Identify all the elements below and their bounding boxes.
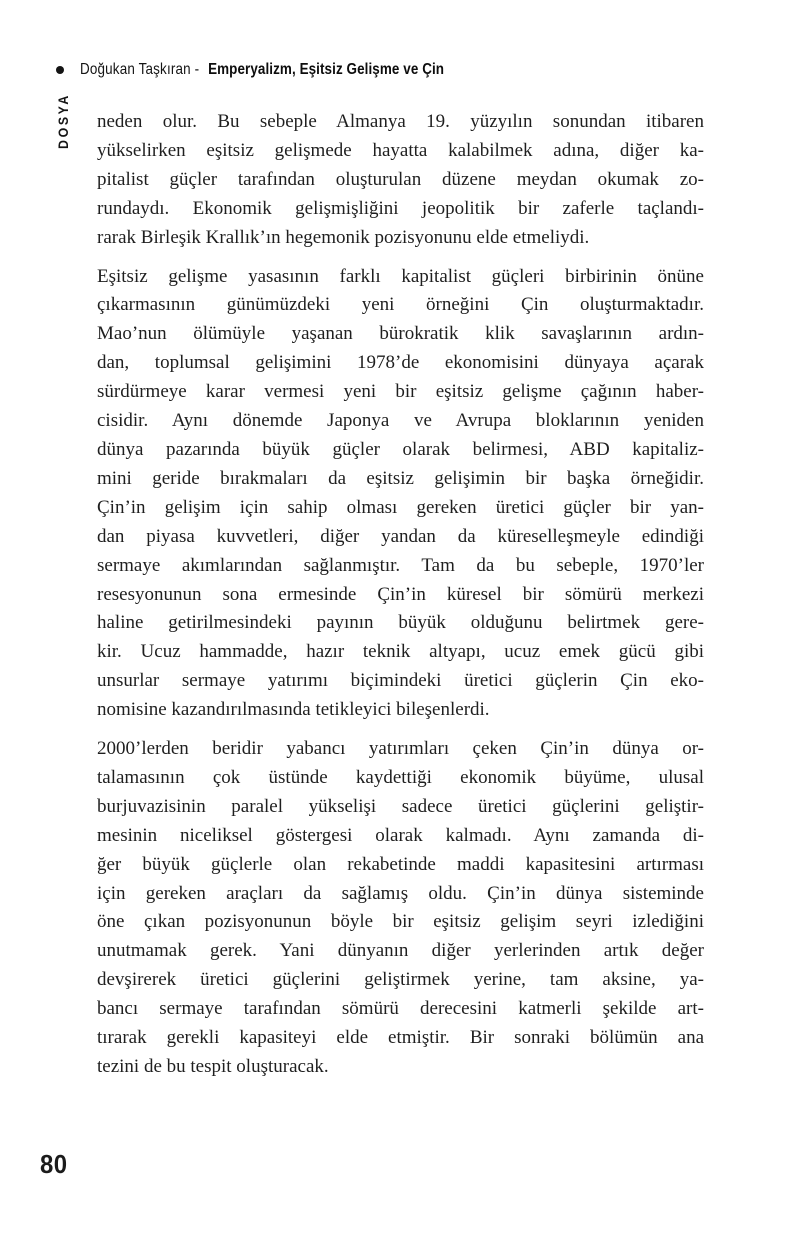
page-number: 80 (40, 1149, 68, 1179)
paragraph (97, 735, 704, 1082)
text-line: için gereken araçları da sağlamış oldu. Çin’in dünya sisteminde (97, 882, 704, 904)
header-author: Doğukan Taşkıran - (80, 61, 200, 78)
text-line: Eşitsiz gelişme yasasının farklı kapitalist güçleri birbirinin önüne (97, 265, 704, 287)
text-line: çıkarmasının günümüzdeki yeni örneğini Çin oluşturmaktadır. (97, 294, 704, 316)
text-line: öne çıkan pozisyonunun böyle bir eşitsiz gelişim seyri izlediğini (97, 911, 704, 933)
text-line: tezini de bu tespit oluşturacak. (97, 1056, 329, 1077)
text-line: cisidir. Aynı dönemde Japonya ve Avrupa bloklarının yeniden (97, 410, 704, 432)
text-line: sürdürmeye karar vermesi yeni bir eşitsiz gelişme çağının haber- (97, 381, 704, 403)
text-line: bancı sermaye tarafından sömürü derecesini katmerli şekilde art- (97, 998, 704, 1020)
text-line: talamasının çok üstünde kaydettiği ekonomik büyüme, ulusal (97, 766, 704, 788)
text-line: Mao’nun ölümüyle yaşanan bürokratik klik savaşlarının ardın- (97, 323, 704, 345)
text-line: nomisine kazandırılmasında tetikleyici bileşenlerdi. (97, 699, 490, 721)
text-line: dünya pazarında büyük güçler olarak belirmesi, ABD kapitaliz- (97, 438, 704, 460)
paragraph (97, 263, 704, 726)
text-line: unsurlar sermaye yatırımı biçimindeki üretici güçlerin Çin eko- (97, 670, 704, 692)
text-line: 2000’lerden beridir yabancı yatırımları çeken Çin’in dünya or- (97, 738, 704, 760)
text-line: kir. Ucuz hammadde, hazır teknik altyapı, ucuz emek gücü gibi (97, 641, 704, 663)
running-header (56, 60, 513, 80)
text-line: rarak Birleşik Krallık’ın hegemonik pozisyonunu elde etmeliydi. (97, 226, 590, 248)
text-line: mini geride bırakmaları da eşitsiz gelişimin bir başka örneğidir. (97, 467, 704, 489)
header-line (80, 60, 444, 80)
text-line: neden olur. Bu sebeple Almanya 19. yüzyılın sonundan itibaren (97, 111, 704, 132)
text-line: pitalist güçler tarafından oluşturulan düzene meydan okumak zo- (97, 168, 704, 190)
section-label-dosya: DOSYA (55, 93, 71, 149)
text-line: resesyonunun sona ermesinde Çin’in küresel bir sömürü merkezi (97, 583, 704, 605)
paragraph (97, 108, 704, 253)
text-line: dan piyasa kuvvetleri, diğer yandan da küreselleşmeyle edindiği (97, 525, 704, 547)
text-line: Çin’in gelişim için sahip olması gereken üretici güçler bir yan- (97, 496, 704, 518)
header-book-title: Emperyalizm, Eşitsiz Gelişme ve Çin (208, 61, 445, 78)
text-line: devşirerek üretici güçlerini geliştirmek yerine, tam aksine, ya- (97, 969, 704, 991)
text-line: yükselirken eşitsiz gelişmede hayatta kalabilmek adına, diğer ka- (97, 139, 704, 161)
text-line: ğer büyük güçlerle olan rekabetinde maddi kapasitesini artırması (97, 853, 704, 875)
bullet-icon (56, 66, 64, 74)
text-block (97, 108, 704, 1092)
text-line: rundaydı. Ekonomik gelişmişliğini jeopolitik bir zaferle taçlandı- (97, 197, 704, 219)
text-line: dan, toplumsal gelişimini 1978’de ekonomisini dünyaya açarak (97, 352, 704, 374)
text-line: haline getirilmesindeki payının büyük olduğunu belirtmek gere- (97, 612, 704, 634)
text-line: mesinin niceliksel göstergesi olarak kalmadı. Aynı zamanda di- (97, 824, 704, 846)
text-line: unutmamak gerek. Yani dünyanın diğer yerlerinden artık değer (97, 940, 704, 962)
text-line: sermaye akımlarından sağlanmıştır. Tam da bu sebeple, 1970’ler (97, 554, 704, 576)
text-line: burjuvazisinin paralel yükselişi sadece üretici güçlerini geliştir- (97, 795, 704, 817)
text-line: tırarak gerekli kapasiteyi elde etmiştir. Bir sonraki bölümün ana (97, 1027, 704, 1049)
